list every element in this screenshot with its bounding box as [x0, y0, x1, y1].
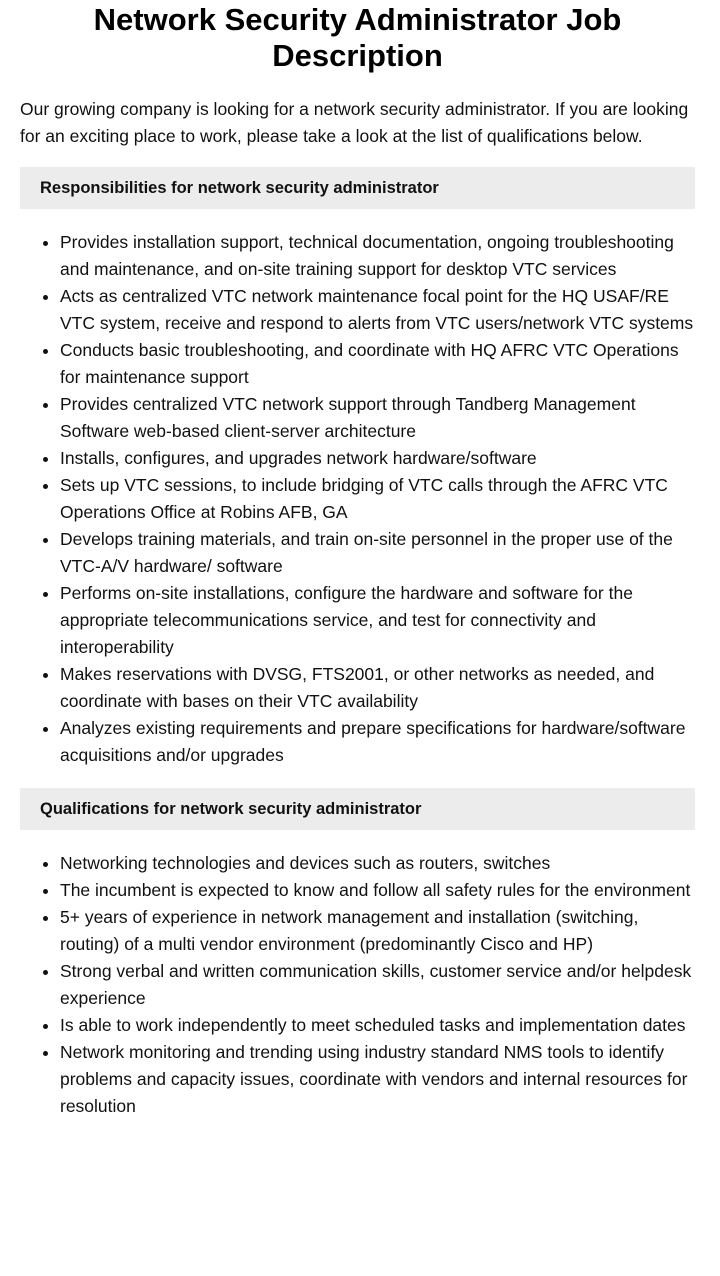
- list-item: • Analyzes existing requirements and prepare specifications for hardware/software acquisitions and/or upgrades: [60, 715, 695, 769]
- list-item: • Provides installation support, technical documentation, ongoing troubleshooting and maintenance, and on-site training support for desktop VTC services: [60, 229, 695, 283]
- intro-paragraph: Our growing company is looking for a network security administrator. If you are looking for an exciting place to work, please take a look at the list of qualifications below.: [20, 99, 689, 146]
- list-item: • Makes reservations with DVSG, FTS2001, or other networks as needed, and coordinate with bases on their VTC availability: [60, 661, 695, 715]
- responsibilities-heading: Responsibilities for network security administrator: [20, 167, 695, 209]
- responsibilities-list: [20, 229, 695, 769]
- list-item: • The incumbent is expected to know and follow all safety rules for the environment: [60, 877, 695, 904]
- qualifications-heading: Qualifications for network security administrator: [20, 788, 695, 830]
- qualifications-list: [20, 850, 695, 1120]
- list-item: • Provides centralized VTC network support through Tandberg Management Software web-based client-server architecture: [60, 391, 695, 445]
- list-item: • Strong verbal and written communication skills, customer service and/or helpdesk experience: [60, 958, 695, 1012]
- list-item: • Acts as centralized VTC network maintenance focal point for the HQ USAF/RE VTC system, receive and respond to alerts from VTC users/network VTC systems: [60, 283, 695, 337]
- list-item: • Networking technologies and devices such as routers, switches: [60, 850, 695, 877]
- list-item: • Installs, configures, and upgrades network hardware/software: [60, 445, 695, 472]
- list-item: • Develops training materials, and train on-site personnel in the proper use of the VTC-A/V hardware/ software: [60, 526, 695, 580]
- list-item: • Network monitoring and trending using industry standard NMS tools to identify problems and capacity issues, coordinate with vendors and internal resources for resolution: [60, 1039, 695, 1120]
- list-item: • Sets up VTC sessions, to include bridging of VTC calls through the AFRC VTC Operations Office at Robins AFB, GA: [60, 472, 695, 526]
- list-item: • Conducts basic troubleshooting, and coordinate with HQ AFRC VTC Operations for maintenance support: [60, 337, 695, 391]
- list-item: • 5+ years of experience in network management and installation (switching, routing) of a multi vendor environment (predominantly Cisco and HP): [60, 904, 695, 958]
- list-item: • Performs on-site installations, configure the hardware and software for the appropriate telecommunications service, and test for connectivity and interoperability: [60, 580, 695, 661]
- page-title: Network Security Administrator Job Description: [93, 2, 622, 73]
- list-item: • Is able to work independently to meet scheduled tasks and implementation dates: [60, 1012, 695, 1039]
